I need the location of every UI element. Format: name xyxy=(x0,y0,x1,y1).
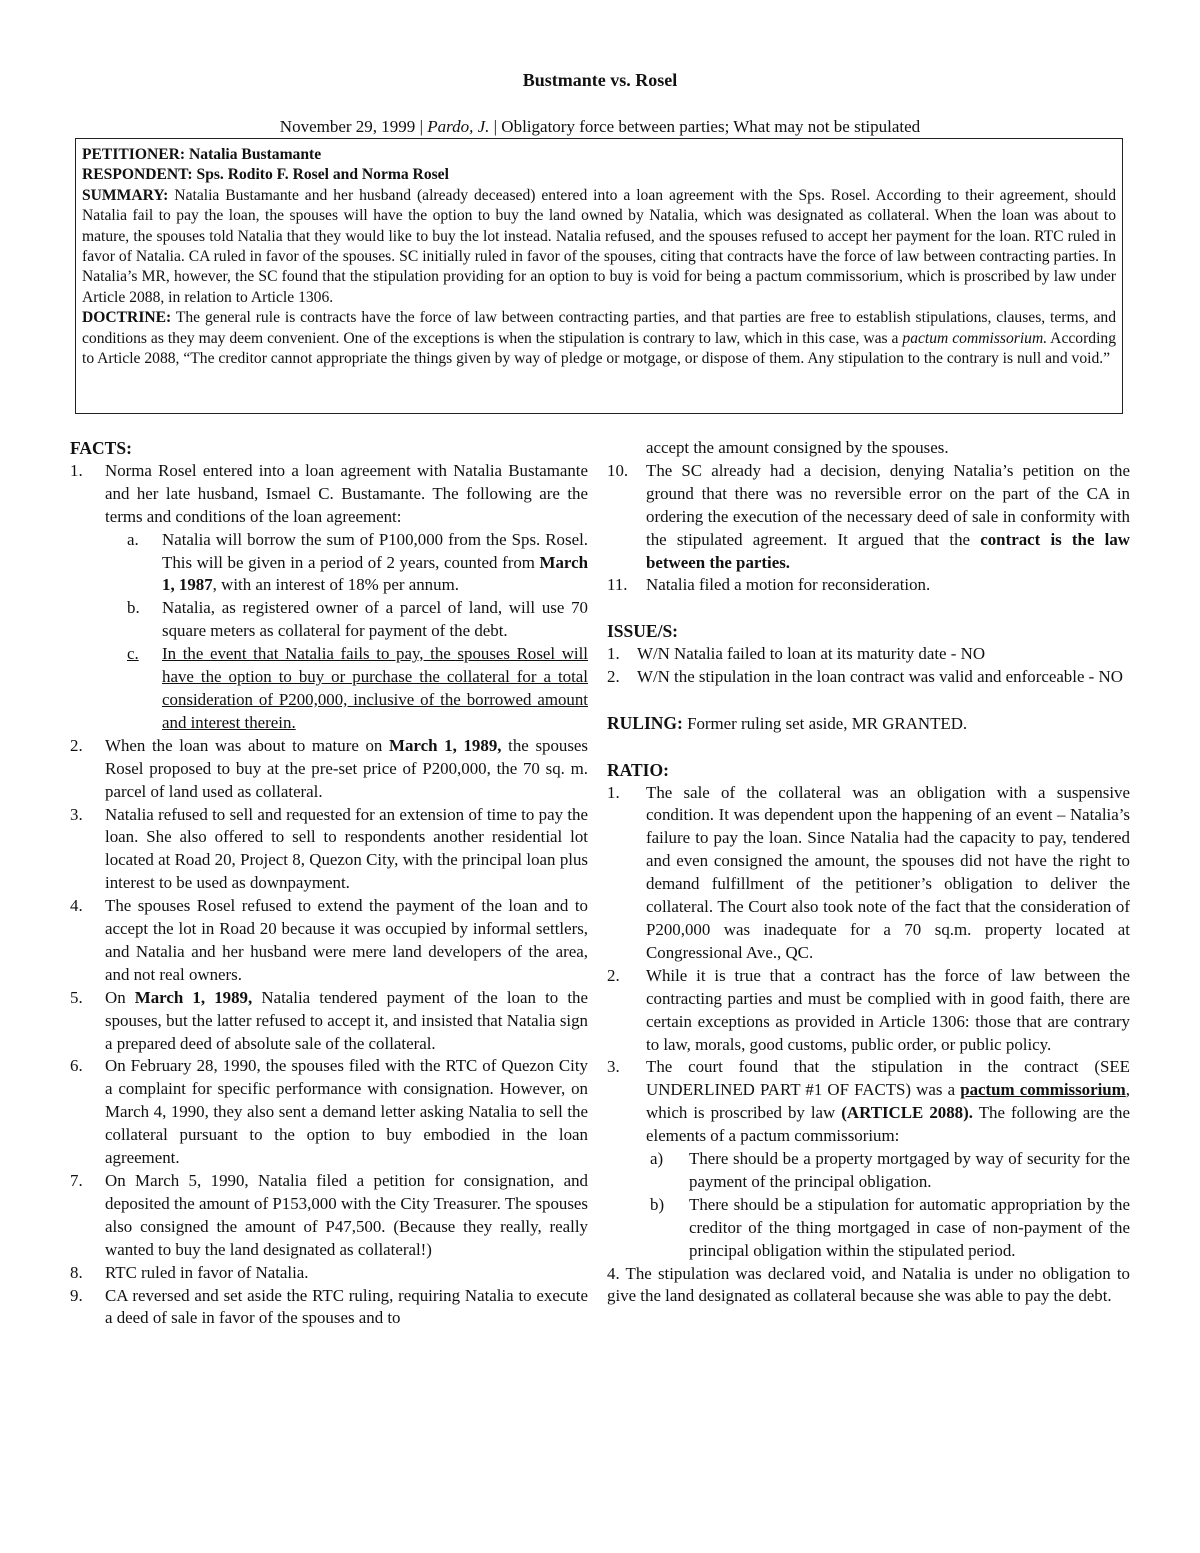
case-title: Bustmante vs. Rosel xyxy=(522,70,678,90)
fact-item: 9. CA reversed and set aside the RTC ruling, requiring Natalia to execute a deed of sale in favor of the spouses and to xyxy=(70,1285,588,1328)
fact-item-continued: accept the amount consigned by the spouses. xyxy=(646,438,949,457)
case-topic: Obligatory force between parties; What may not be stipulated xyxy=(501,117,921,136)
case-summary-box xyxy=(75,138,1123,414)
issues-heading: ISSUE/S: xyxy=(607,621,679,642)
ponente: Pardo, J. xyxy=(427,117,490,136)
issue-item: 2. W/N the stipulation in the loan contract was valid and enforceable - NO xyxy=(607,667,1123,687)
left-column xyxy=(70,437,588,1330)
ratio-item: 3. The court found that the stipulation in the contract (SEE UNDERLINED PART #1 OF FACTS) was a pactum commissorium, which is proscribed by law (ARTICLE 2088). The following are the elements of a pactum commissorium: xyxy=(607,1057,1130,1146)
ratio-heading: RATIO: xyxy=(607,759,669,780)
fact-subitem: b. Natalia, as registered owner of a parcel of land, will use 70 square meters as collateral for payment of the debt. xyxy=(127,598,588,641)
summary-paragraph: SUMMARY: Natalia Bustamante and her husband (already deceased) entered into a loan agreement with the Sps. Rosel. According to their agreement, should Natalia fail to pay the loan, the spouses will have the option to buy the land owned by Natalia, which was designated as collateral. When the loan was about to mature, the spouses told Natalia that they would like to buy the lot instead. Natalia refused, and the spouses refused to accept her payment for the loan. RTC ruled in favor of Natalia. CA ruled in favor of the spouses. SC initially ruled in favor of the spouses, citing that contracts have the force of law between contracting parties. In Natalia’s MR, however, the SC found that the stipulation providing for an option to buy is void for being a pactum commissorium, which is proscribed by law under Article 2088, in relation to Article 1306. xyxy=(82,186,1116,306)
respondent-line: RESPONDENT: Sps. Rodito F. Rosel and Norma Rosel xyxy=(82,166,449,184)
ratio-subitem: b) There should be a stipulation for automatic appropriation by the creditor of the thing mortgaged in case of non-payment of the principal obligation within the stipulated period. xyxy=(650,1194,1130,1260)
ratio-item: 2. While it is true that a contract has the force of law between the contracting parties and must be complied with in good faith, there are certain exceptions as provided in Article 1306: those that are contrary to law, morals, good customs, public order, or public policy. xyxy=(607,965,1130,1054)
fact-item: 11. Natalia filed a motion for reconsideration. xyxy=(607,575,931,595)
fact-item: 7. On March 5, 1990, Natalia filed a petition for consignation, and deposited the amount of P153,000 with the City Treasurer. The spouses also consigned the amount of P47,500. (Because they really, really wanted to buy the land designated as collateral!) xyxy=(70,1171,588,1259)
fact-item: 3. Natalia refused to sell and requested for an extension of time to pay the loan. She also offered to sell to respondents another residential lot located at Road 20, Project 8, Quezon City, with the principal loan plus interest to be used as downpayment. xyxy=(70,804,588,893)
case-subtitle: November 29, 1999 | Pardo, J. | Obligatory force between parties; What may not be stipulated xyxy=(279,117,921,136)
ratio-list xyxy=(607,782,1130,1263)
decision-date: November 29, 1999 xyxy=(279,117,416,136)
ruling-line: RULING: Former ruling set aside, MR GRANTED. xyxy=(607,712,968,733)
doctrine-paragraph: DOCTRINE: The general rule is contracts have the force of law between contracting parties, and that parties are free to establish stipulations, clauses, terms, and conditions as they may deem convenient. One of the exceptions is when the stipulation is contrary to law, which in this case, was a pactum commissorium. According to Article 2088, “The creditor cannot appropriate the things given by way of pledge or motgage, or dispose of them. Any stipulation to the contrary is null and void.” xyxy=(82,309,1116,368)
fact-item: 10. The SC already had a decision, denying Natalia’s petition on the ground that there was no reversible error on the part of the CA in ordering the execution of the necessary deed of sale in conformity with the stipulated agreement. It argued that the contract is the law between the parties. xyxy=(607,460,1130,572)
fact-subitem-underlined: c. In the event that Natalia fails to pay, the spouses Rosel will have the option to buy or purchase the collateral for a total consideration of P200,000, inclusive of the borrowed amount and interest therein. xyxy=(127,644,588,732)
fact-item: 8. RTC ruled in favor of Natalia. xyxy=(70,1262,309,1282)
facts-list xyxy=(70,460,588,1330)
fact-item: 4. The spouses Rosel refused to extend the payment of the loan and to accept the lot in Road 20 because it was occupied by informal settlers, and Natalia and her husband were mere land developers of the area, and not real owners. xyxy=(70,896,588,984)
right-column xyxy=(607,437,1130,1308)
fact-item: 6. On February 28, 1990, the spouses filed with the RTC of Quezon City a complaint for specific performance with consignation. However, on March 4, 1990, they also sent a demand letter asking Natalia to sell the collateral pursuant to the option to buy embodied in the loan agreement. xyxy=(70,1056,588,1168)
petitioner-line: PETITIONER: Natalia Bustamante xyxy=(82,146,322,163)
ratio-subitem: a) There should be a property mortgaged by way of security for the payment of the principal obligation. xyxy=(650,1149,1130,1191)
facts-heading: FACTS: xyxy=(70,438,132,458)
fact-item: 5. On March 1, 1989, Natalia tendered payment of the loan to the spouses, but the latter refused to accept it, and insisted that Natalia sign a prepared deed of absolute sale of the collateral. xyxy=(70,987,588,1053)
fact-item: 2. When the loan was about to mature on March 1, 1989, the spouses Rosel proposed to buy at the pre-set price of P200,000, the 70 sq. m. parcel of land used as collateral. xyxy=(70,735,589,801)
issues-list xyxy=(607,643,1130,689)
issue-item: 1. W/N Natalia failed to loan at its maturity date - NO xyxy=(607,644,986,664)
fact-item: 1. Norma Rosel entered into a loan agreement with Natalia Bustamante and her late husband, Ismael C. Bustamante. The following are the terms and conditions of the loan agreement: xyxy=(70,460,588,526)
facts-list-continued xyxy=(607,460,1130,597)
ratio-item: 1. The sale of the collateral was an obligation with a suspensive condition. It was dependent upon the happening of an event – Natalia’s failure to pay the loan. Since Natalia had the capacity to pay, tendered and even consigned the amount, the spouses did not have the right to demand fulfillment of the petitioner’s obligation to deliver the collateral. The Court also took note of the fact that the consideration of P200,000 was inadequate for a 70 sq.m. property located at Congressional Ave., QC. xyxy=(607,782,1130,962)
ratio-item-4: 4. The stipulation was declared void, and Natalia is under no obligation to give the land designated as collateral because she was able to pay the debt. xyxy=(607,1263,1130,1306)
fact-subitem: a. Natalia will borrow the sum of P100,000 from the Sps. Rosel. This will be given in a period of 2 years, counted from March 1, 1987, with an interest of 18% per annum. xyxy=(127,529,588,595)
ruling-heading: RULING: xyxy=(607,712,683,733)
